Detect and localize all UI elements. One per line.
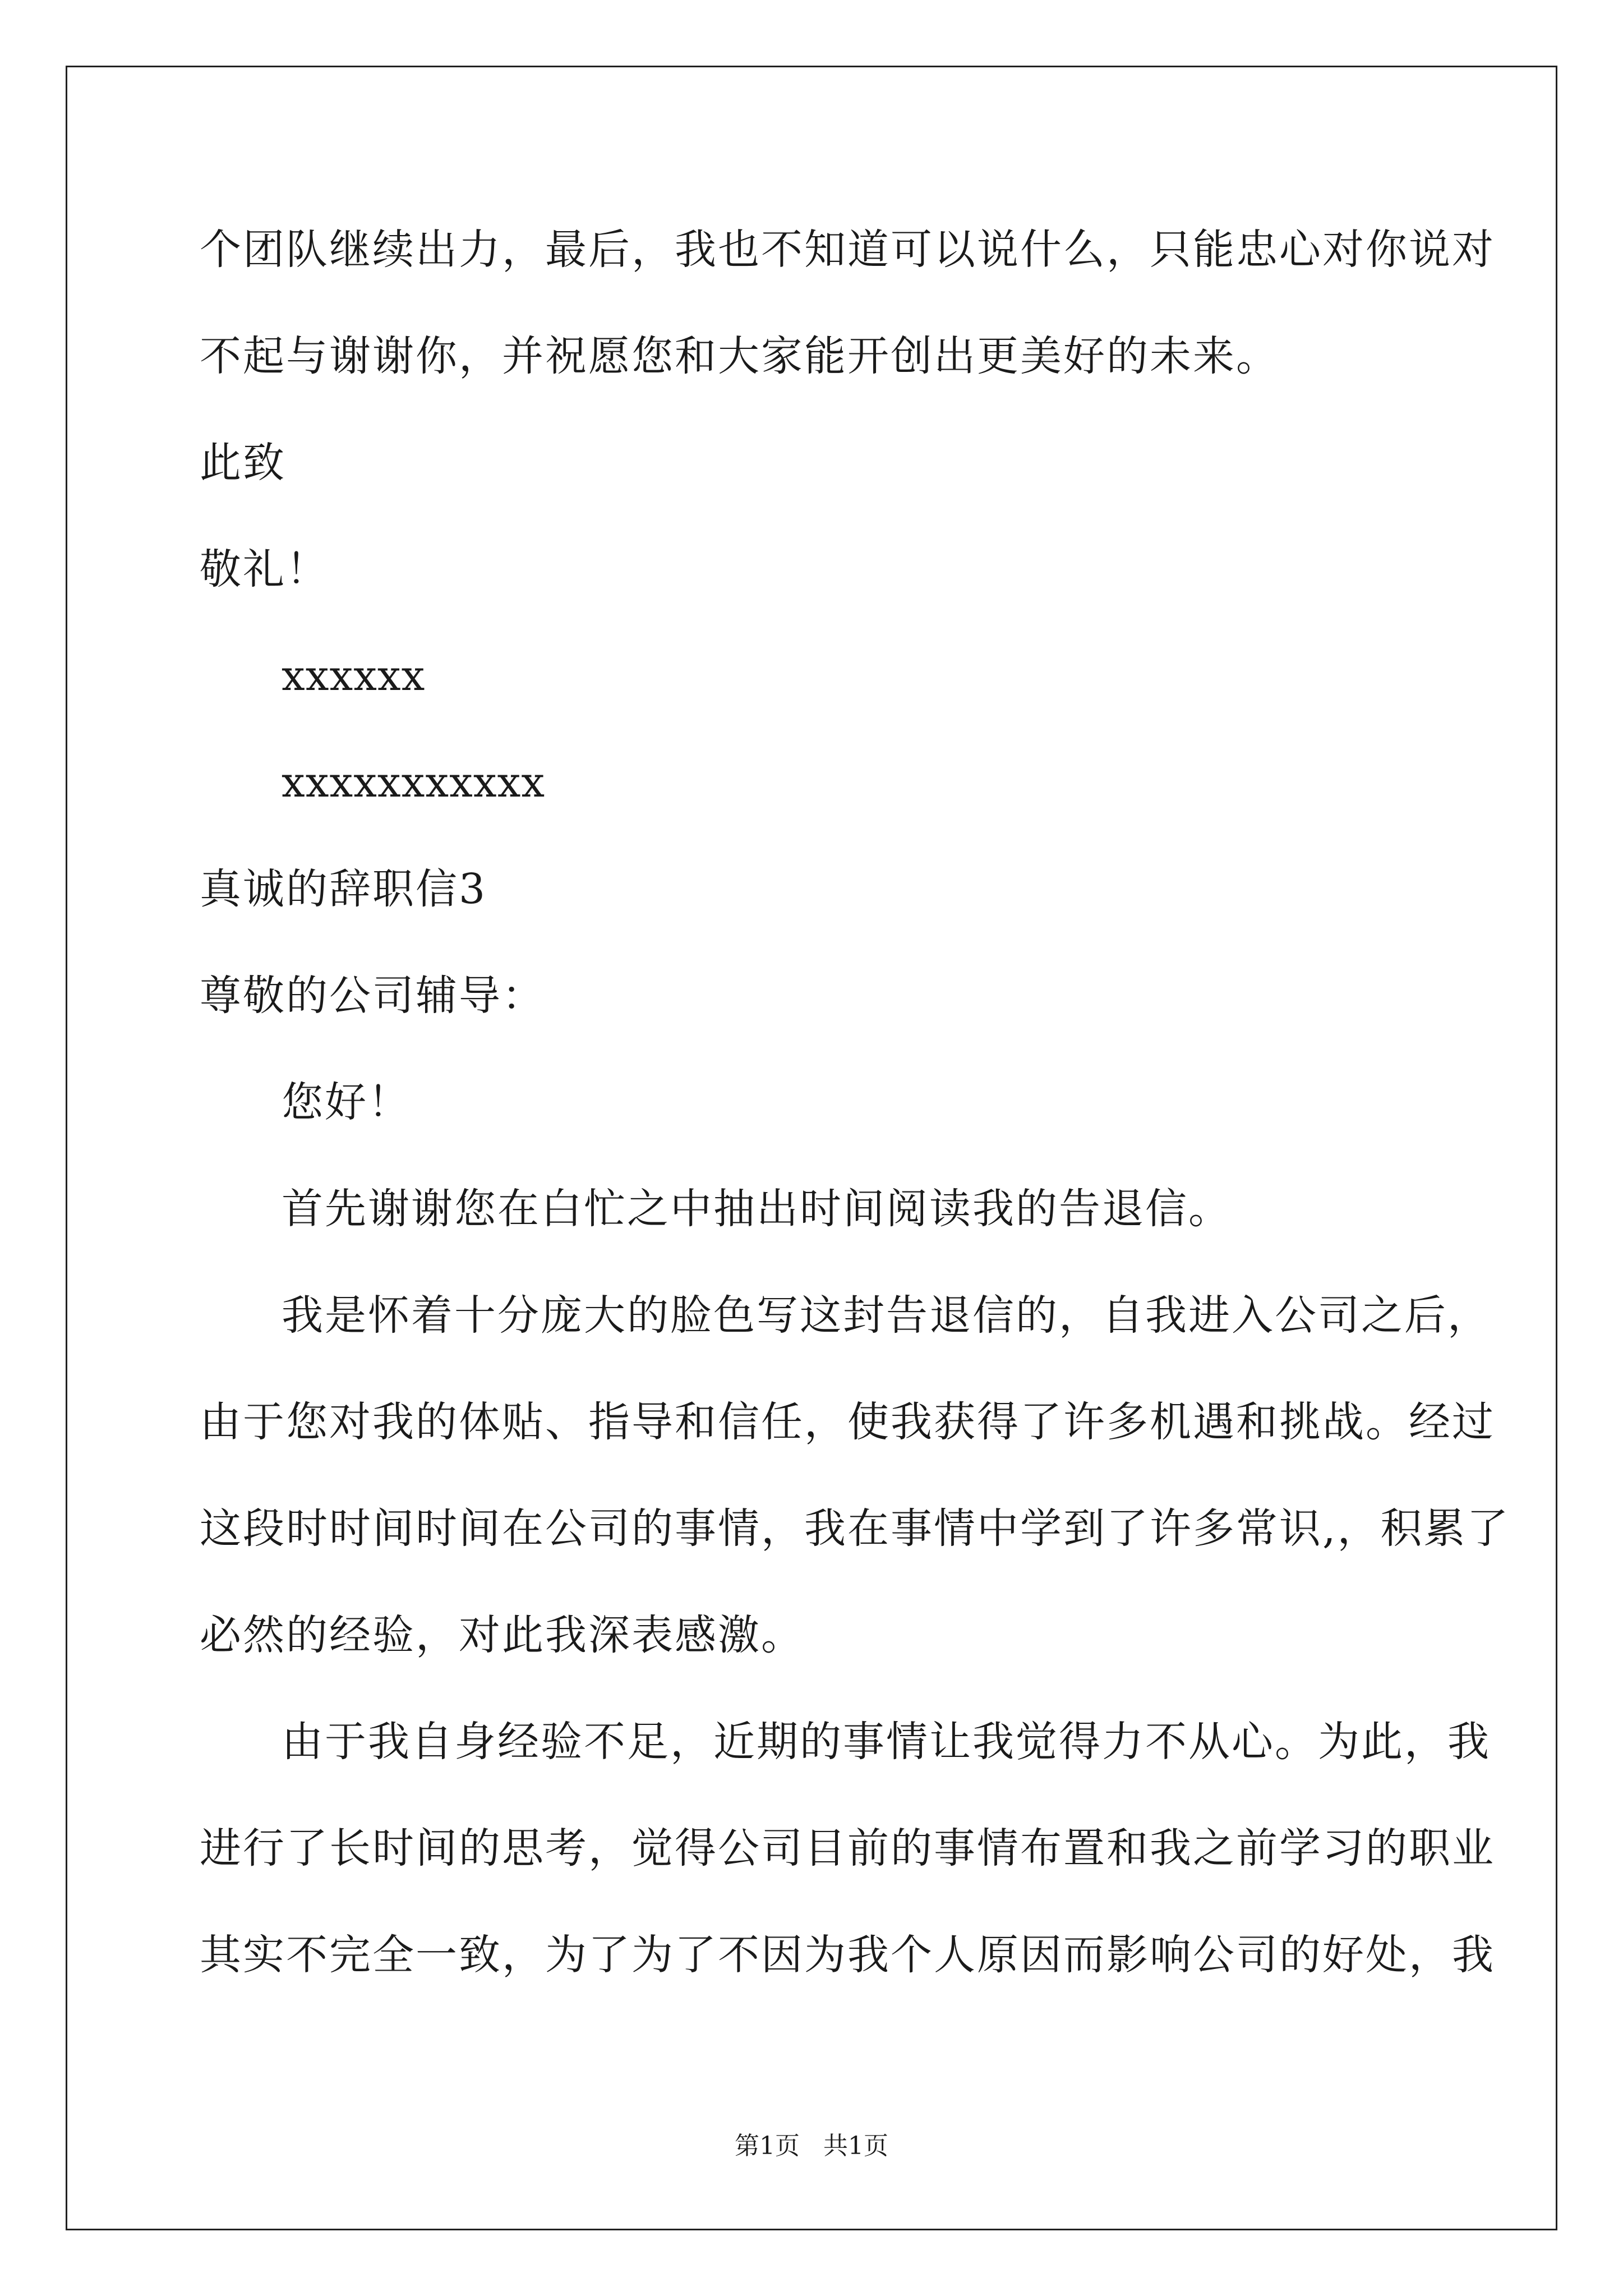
paragraph-2-line-2: 由于您对我的体贴、指导和信任，使我获得了许多机遇和挑战。经过 <box>200 1398 1495 1446</box>
section-heading: 真诚的辞职信3 <box>200 865 487 913</box>
body-line-1: 个团队继续出力，最后，我也不知道可以说什么，只能忠心对你说对 <box>200 226 1495 274</box>
page-border <box>66 66 1557 2230</box>
page-footer: 第1页 共1页 <box>735 2132 888 2160</box>
paragraph-3-line-2: 进行了长时间的思考，觉得公司目前的事情布置和我之前学习的职业 <box>200 1824 1495 1872</box>
signature-name: xxxxxx <box>282 652 426 700</box>
body-line-2: 不起与谢谢你，并祝愿您和大家能开创出更美好的未来。 <box>200 332 1279 380</box>
paragraph-1-line-1: 首先谢谢您在白忙之中抽出时间阅读我的告退信。 <box>282 1185 1232 1233</box>
paragraph-3-line-3: 其实不完全一致，为了为了不因为我个人原因而影响公司的好处，我 <box>200 1931 1495 1979</box>
paragraph-3-line-1: 由于我自身经验不足，近期的事情让我觉得力不从心。为此，我 <box>282 1718 1491 1766</box>
closing-regards: 敬礼！ <box>200 545 329 593</box>
paragraph-2-line-1: 我是怀着十分庞大的脸色写这封告退信的，自我进入公司之后， <box>282 1291 1491 1340</box>
signature-date: xxxxxxxxxxx <box>282 758 546 807</box>
closing-salutation: 此致 <box>200 439 286 487</box>
paragraph-2-line-4: 必然的经验，对此我深表感激。 <box>200 1611 804 1659</box>
letter-addressee: 尊敬的公司辅导： <box>200 972 545 1020</box>
paragraph-2-line-3: 这段时时间时间在公司的事情，我在事情中学到了许多常识,，积累了 <box>200 1504 1510 1553</box>
letter-greeting: 您好！ <box>282 1078 411 1126</box>
